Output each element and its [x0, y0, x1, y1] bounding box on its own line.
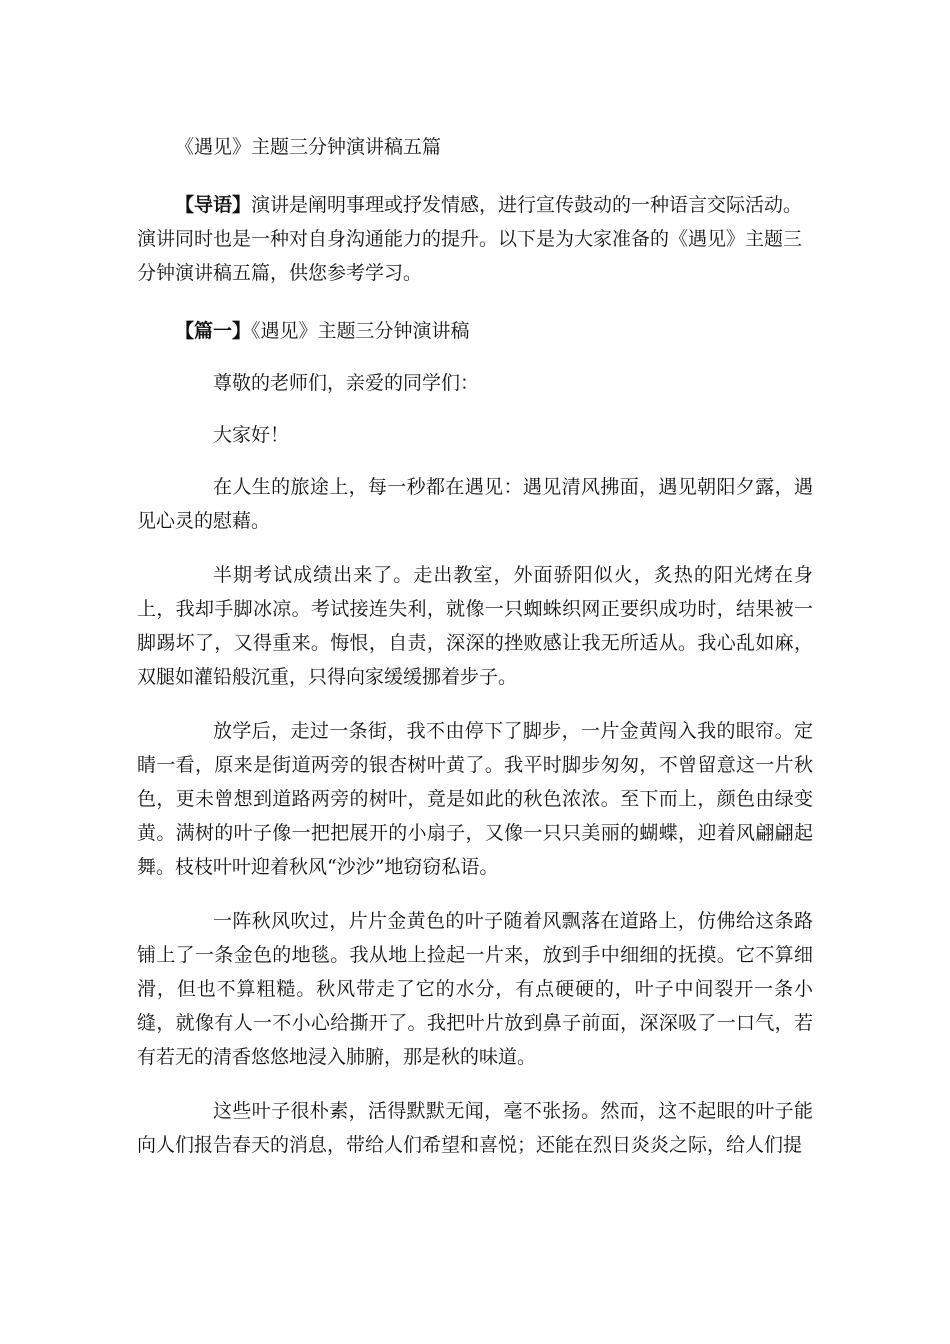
lead-text: 演讲是阐明事理或抒发情感，进行宣传鼓动的一种语言交际活动。演讲同时也是一种对自身沟通能力的提升。以下是为大家准备的《遇见》主题三分钟演讲稿五篇，供您参考学习。 [137, 194, 803, 284]
greeting: 大家好！ [213, 424, 290, 446]
body-paragraph: 在人生的旅途上，每一秒都在遇见：遇见清风拂面，遇见朝阳夕露，遇见心灵的慰藉。 [137, 476, 813, 532]
salutation: 尊敬的老师们，亲爱的同学们： [213, 372, 480, 394]
section-heading [137, 314, 813, 348]
section-title: 《遇见》主题三分钟演讲稿 [251, 320, 470, 342]
body-paragraph: 这些叶子很朴素，活得默默无闻，毫不张扬。然而，这不起眼的叶子能向人们报告春天的消息，带给人们希望和喜悦；还能在烈日炎炎之际，给人们提 [137, 1100, 813, 1156]
body-paragraph: 一阵秋风吹过，片片金黄色的叶子随着风飘落在道路上，仿佛给这条路铺上了一条金色的地毯。我从地上捡起一片来，放到手中细细的抚摸。它不算细滑，但也不算粗糙。秋风带走了它的水分，有点硬硬的，叶子中间裂开一条小缝，就像有人一不小心给撕开了。我把叶片放到鼻子前面，深深吸了一口气，若有若无的清香悠悠地浸入肺腑，那是秋的味道。 [137, 910, 813, 1068]
body-paragraph: 放学后，走过一条街，我不由停下了脚步，一片金黄闯入我的眼帘。定睛一看，原来是街道两旁的银杏树叶黄了。我平时脚步匆匆，不曾留意这一片秋色，更未曾想到道路两旁的树叶，竟是如此的秋色浓浓。至下而上，颜色由绿变黄。满树的叶子像一把把展开的小扇子，又像一只只美丽的蝴蝶，迎着风翩翩起舞。枝枝叶叶迎着秋风“沙沙”地窃窃私语。 [137, 720, 813, 878]
lead-label: 【导语】 [175, 194, 252, 216]
document-body [137, 130, 813, 1182]
document-title: 《遇见》主题三分钟演讲稿五篇 [175, 136, 442, 158]
lead-paragraph [137, 188, 813, 290]
body-paragraph: 半期考试成绩出来了。走出教室，外面骄阳似火，炙热的阳光烤在身上，我却手脚冰凉。考试接连失利，就像一只蜘蛛织网正要织成功时，结果被一脚踢坏了，又得重来。悔恨，自责，深深的挫败感让我无所适从。我心乱如麻，双腿如灌铅般沉重，只得向家缓缓挪着步子。 [137, 564, 813, 688]
section-tag: 【篇一】 [175, 320, 252, 342]
